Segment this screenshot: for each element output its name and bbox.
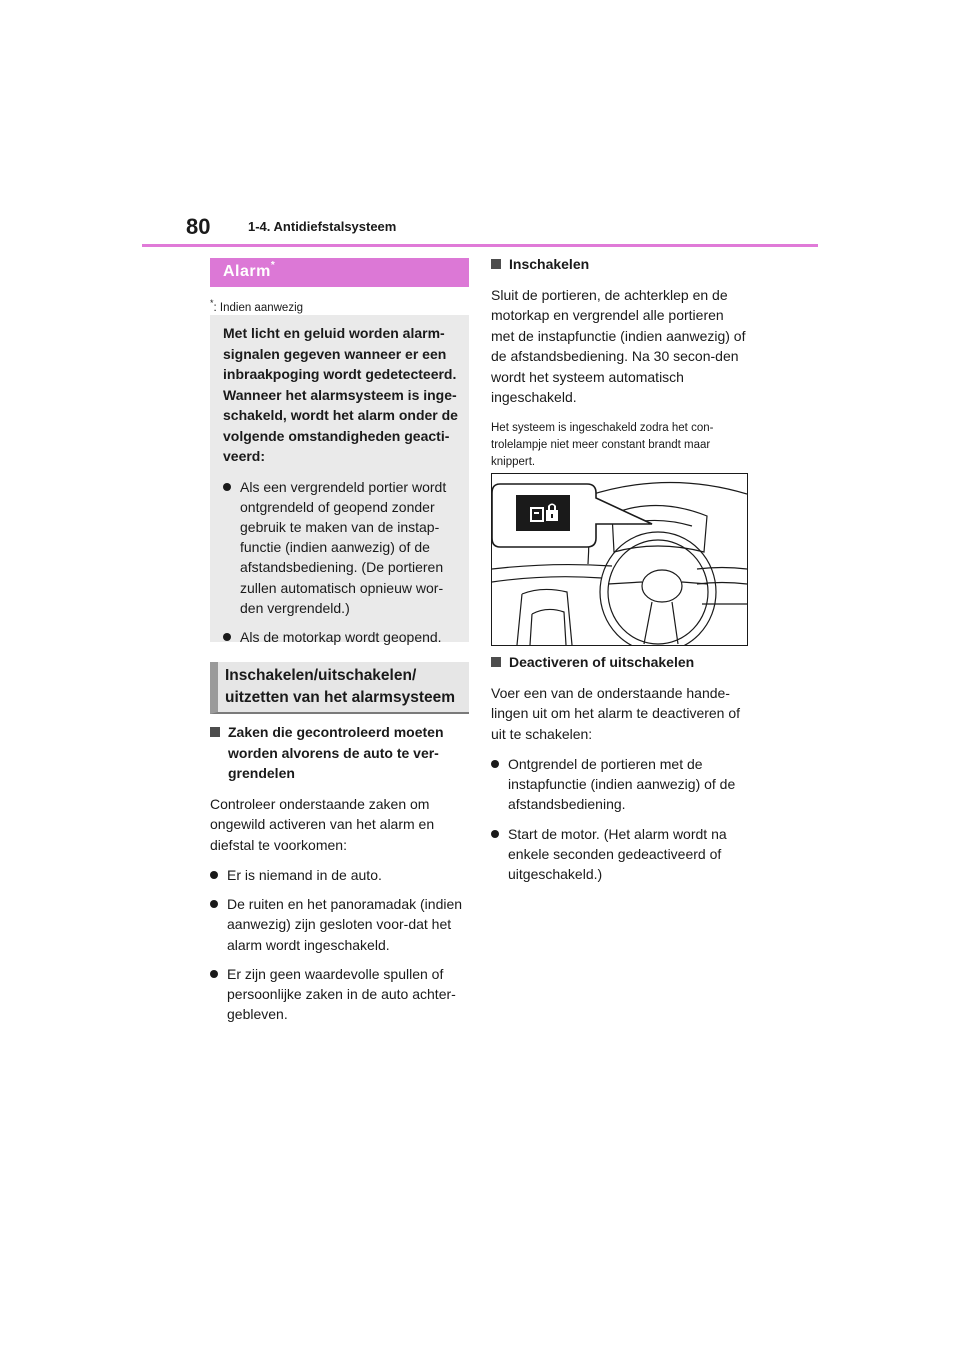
dash-left-line (492, 565, 612, 569)
activate-heading: Inschakelen (491, 254, 749, 275)
checks-section (210, 722, 469, 1033)
deactivate-item: Start de motor. (Het alarm wordt na enkele seconden gedeactiveerd of uitgeschakeld.) (491, 824, 749, 885)
alarm-condition: Als een vergrendeld portier wordt ontgrendeld of geopend zonder gebruik te maken van de instap-functie (indien aanwezig) of de afstandsbediening. (De portieren zullen automatisch opnieuw wor-den vergrendeld.) (223, 477, 461, 618)
dash-right-line (697, 568, 747, 570)
check-item: Er zijn geen waardevolle spullen of persoonlijke zaken in de auto achter-gebleven. (210, 964, 469, 1025)
deactivate-section (491, 652, 749, 893)
alarm-heading-text: Alarm (223, 263, 271, 280)
checks-heading: Zaken die gecontroleerd moeten worden alvorens de auto te ver-grendelen (210, 722, 469, 784)
deactivate-intro: Voer een van de onderstaande hande-lingen uit om het alarm te deactiveren of uit te schakelen: (491, 684, 741, 742)
dashboard-drawing (492, 474, 747, 645)
alarm-info-box (210, 315, 469, 645)
activate-text: Sluit de portieren, de achterklep en de motorkap en vergrendel alle portieren met de instapfunctie (indien aanwezig) of de afstandsbediening. Na 30 secon-den wordt het systeem automatisch ingeschakeld. (491, 286, 746, 405)
steering-wheel (600, 532, 716, 645)
alarm-condition: Als de motorkap wordt geopend. (223, 627, 461, 647)
check-item: Er is niemand in de auto. (210, 865, 469, 885)
footnote-text: : Indien aanwezig (213, 301, 304, 314)
alarm-heading-mark: * (270, 260, 276, 271)
deactivate-item: Ontgrendel de portieren met de instapfunctie (indien aanwezig) of de afstandsbediening. (491, 754, 749, 815)
footnote-mark: * (210, 298, 214, 308)
steering-spokes (608, 582, 708, 644)
checks-intro: Controleer onderstaande zaken om ongewild activeren van het alarm en diefstal te voorkomen: (210, 795, 435, 853)
activate-note: Het systeem is ingeschakeld zodra het con-trolelampje niet meer constant brandt maar knippert. (491, 421, 714, 468)
deactivate-heading: Deactiveren of uitschakelen (491, 652, 749, 673)
gear-shifter (530, 609, 566, 645)
header-divider (142, 244, 818, 247)
section-title: 1-4. Antidiefstalsysteem (248, 219, 397, 234)
dash-left-line (492, 577, 602, 582)
page-number: 80 (186, 214, 211, 239)
steering-wheel-inner (608, 540, 708, 644)
dash-top-line (587, 482, 747, 496)
footnote (210, 298, 303, 314)
activate-section (491, 254, 749, 471)
alarm-heading (210, 258, 469, 287)
check-item: De ruiten en het panoramadak (indien aanwezig) zijn gesloten voor-dat het alarm wordt ingeschakeld. (210, 894, 469, 955)
alarm-intro: Met licht en geluid worden alarm-signalen gegeven wanneer er een inbraakpoging wordt gedetecteerd. Wanneer het alarmsysteem is inge-schakeld, wordt het alarm onder de volgende omstandigheden geacti-veerd: (223, 325, 458, 464)
keyhole (551, 514, 553, 518)
dashboard-illustration (491, 473, 748, 646)
section-heading: Inschakelen/uitschakelen/ uitzetten van het alarmsysteem (210, 662, 469, 714)
steering-hub (642, 570, 682, 602)
